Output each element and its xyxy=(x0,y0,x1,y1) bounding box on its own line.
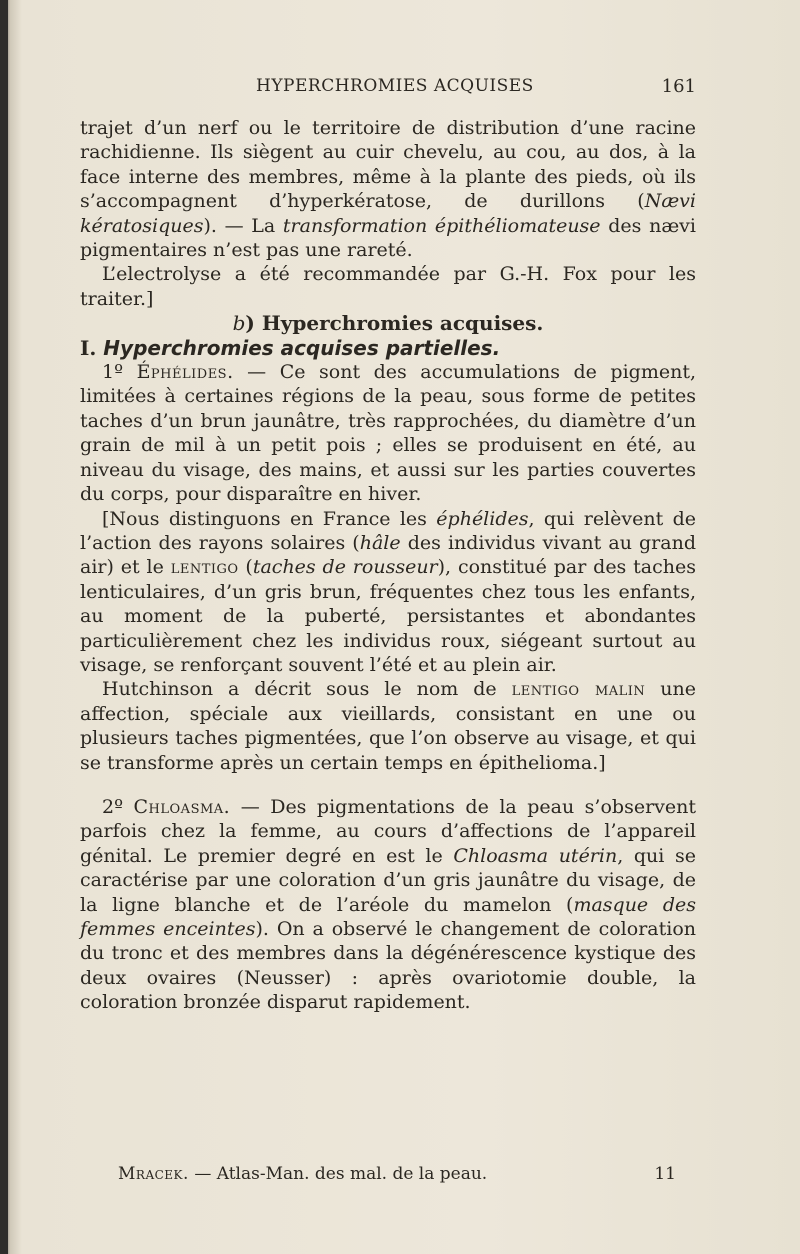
body-text xyxy=(80,116,696,1015)
section-heading-b: b) Hyperchromies acquises. xyxy=(232,311,544,336)
page-number: 161 xyxy=(661,76,696,97)
paragraph-electrolyse: L’electrolyse a été recommandée par G.-H. Fox pour les traiter.] xyxy=(80,263,696,310)
running-title: HYPERCHROMIES ACQUISES xyxy=(256,76,534,96)
paragraph-chloasma: 2º Chloasma. — Des pigmentations de la peau s’observent parfois chez la femme, au cours d’affections de l’appareil génital. Le premier degré en est le Chloasma utérin, qui se caractérise par une coloration d’un gris jaunâtre du visage, de la ligne blanche et de l’aréole du mamelon (masque des femmes enceintes). On a observé le changement de coloration du tronc et des membres dans la dégénérescence kystique des deux ovaires (Neusser) : après ovariotomie double, la coloration bronzée disparut rapidement. xyxy=(80,795,696,1014)
footer-citation: Mracek. — Atlas-Man. des mal. de la peau. xyxy=(118,1164,488,1184)
paragraph-lentigo: [Nous distinguons en France les éphélides, qui relèvent de l’action des rayons solaires (hâle des individus vivant au grand air) et le lentigo (taches de rousseur), constitué par des taches lenticulaires, d’un gris brun, fréquentes chez tous les enfants, au moment de la puberté, persistantes et abondantes particulièrement chez les individus roux, siégeant surtout au visage, se renforçant souvent l’été et au plein air. xyxy=(80,507,697,676)
section-heading-1: I. Hyperchromies acquises partielles. xyxy=(80,335,501,360)
paragraph-hutchinson: Hutchinson a décrit sous le nom de lentigo malin une affection, spéciale aux vieillards, consistant en une ou plusieurs taches pigmentées, que l’on observe au visage, et qui se transforme après un certain temps en épithelioma.] xyxy=(80,678,697,774)
signature-mark: 11 xyxy=(654,1164,676,1184)
page-footer xyxy=(118,1164,696,1188)
paragraph-nevi-continuation: trajet d’un nerf ou le territoire de distribution d’une racine rachidienne. Ils siègent au cuir chevelu, au cou, au dos, à la face interne des membres, même à la plante des pieds, où ils s’accompagnent d’hyperkératose, de durillons (Nævi kératosiques). — La transformation épithéliomateuse des nævi pigmentaires n’est pas une rareté. xyxy=(80,117,696,262)
book-spine xyxy=(0,0,8,1254)
paragraph-ephelides: 1º Éphélides. — Ce sont des accumulations de pigment, limitées à certaines régions de la peau, sous forme de petites taches d’un brun jaunâtre, très rapprochées, du diamètre d’un grain de mil à un petit pois ; elles se produisent en été, au niveau du visage, des mains, et aussi sur les parties couvertes du corps, pour disparaître en hiver. xyxy=(80,361,697,506)
page-header xyxy=(80,76,696,100)
